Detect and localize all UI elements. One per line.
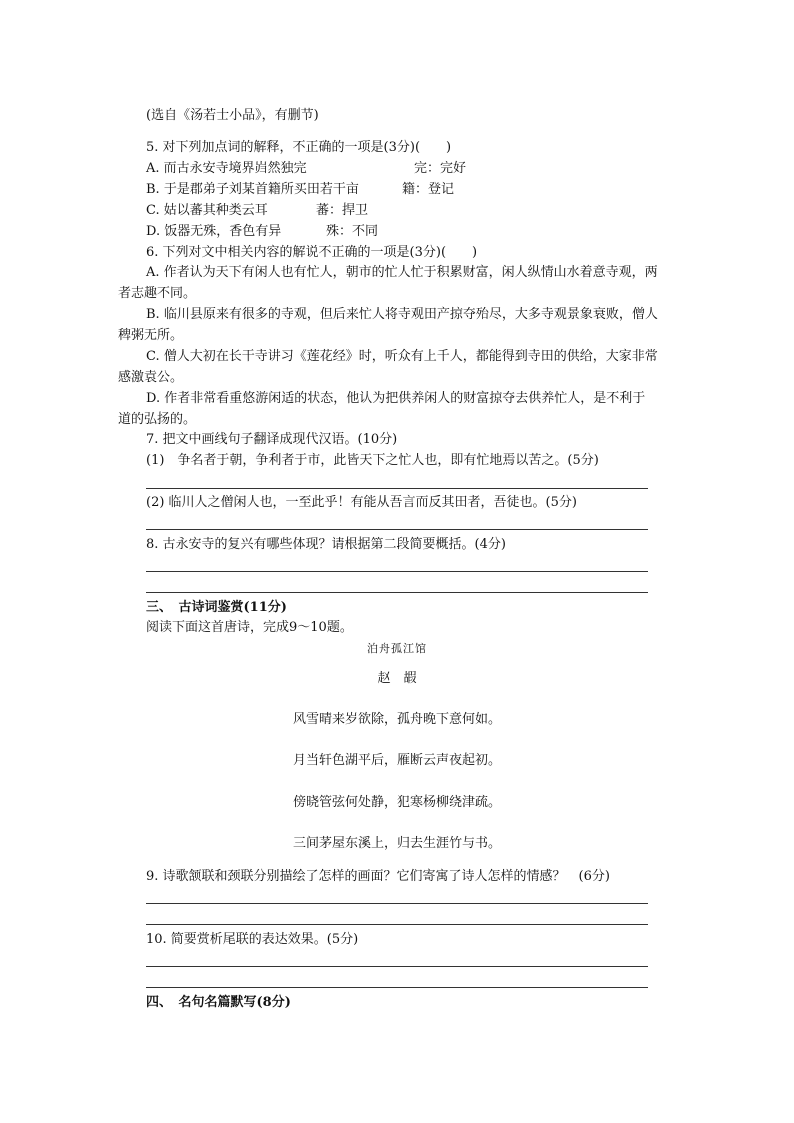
q6-option-a: A. 作者认为天下有闲人也有忙人，朝市的忙人忙于积累财富，闲人纵情山水着意寺观，两者志趣不同。: [118, 265, 658, 301]
q10-stem: 10. 简要赏析尾联的表达效果。(5分): [146, 932, 359, 947]
q7-stem: 7. 把文中画线句子翻译成现代汉语。(10分): [146, 432, 398, 447]
poem-line-3: 傍晓管弦何处静，犯寒杨柳绕津疏。: [292, 795, 501, 810]
answer-line[interactable]: [146, 529, 648, 530]
section3-intro: 阅读下面这首唐诗，完成9～10题。: [146, 620, 353, 635]
q5-option-b: B. 于是郡弟子刘某首籍所买田若干亩: [146, 182, 359, 197]
q9-stem: 9. 诗歌颔联和颈联分别描绘了怎样的画面？它们寄寓了诗人怎样的情感？ (6分): [146, 869, 610, 884]
poem-line-4: 三间茅屋东溪上，归去生涯竹与书。: [292, 836, 501, 851]
answer-line[interactable]: [146, 924, 648, 925]
answer-line[interactable]: [146, 592, 648, 593]
poem-line-2: 月当轩色湖平后，雁断云声夜起初。: [292, 753, 501, 768]
source-note: (选自《汤若士小品》，有删节): [146, 108, 319, 123]
q5-option-c: C. 姑以蕃其种类云耳: [146, 203, 268, 218]
q5-option-a-gloss: 完：完好: [414, 161, 467, 176]
q5-stem: 5. 对下列加点词的解释，不正确的一项是(3分)( ): [146, 140, 452, 155]
poem-title: 泊舟孤江馆: [367, 642, 427, 655]
section4-heading: 四、 名句名篇默写(8分): [146, 995, 291, 1010]
section3-heading: 三、 古诗词鉴赏(11分): [146, 600, 287, 615]
answer-line[interactable]: [146, 571, 648, 572]
poem-line-1: 风雪晴来岁欲除，孤舟晚下意何如。: [292, 712, 501, 727]
q5-option-d: D. 饭器无殊，香色有异: [146, 224, 282, 239]
q8-stem: 8. 古永安寺的复兴有哪些体现？请根据第二段简要概括。(4分): [146, 537, 506, 552]
poem-author: 赵 嘏: [377, 671, 417, 686]
answer-line[interactable]: [146, 987, 648, 988]
answer-line[interactable]: [146, 966, 648, 967]
q5-option-c-gloss: 蕃：捍卫: [316, 203, 369, 218]
q5-option-a: A. 而古永安寺境界岿然独完: [146, 161, 307, 176]
q6-stem: 6. 下列对文中相关内容的解说不正确的一项是(3分)( ): [146, 245, 478, 260]
answer-line[interactable]: [146, 903, 648, 904]
q6-option-b: B. 临川县原来有很多的寺观，但后来忙人将寺观田产掠夺殆尽，大多寺观景象衰败，僧人稗粥无所。: [118, 307, 658, 343]
answer-line[interactable]: [146, 488, 648, 489]
q5-option-b-gloss: 籍：登记: [402, 182, 455, 197]
q5-option-d-gloss: 殊：不同: [326, 224, 379, 239]
q6-option-c: C. 僧人大初在长干寺讲习《莲花经》时，听众有上千人，都能得到寺田的供给，大家非常感激袁公。: [118, 349, 658, 385]
q7-item-1: (1) 争名者于朝，争利者于市，此皆天下之忙人也，即有忙地焉以苦之。(5分): [146, 453, 599, 468]
q6-option-d: D. 作者非常看重悠游闲适的状态，他认为把供养闲人的财富掠夺去供养忙人，是不利于道的弘扬的。: [118, 391, 646, 427]
q7-item-2: (2) 临川人之僧闲人也，一至此乎！有能从吾言而反其田者，吾徒也。(5分): [146, 495, 577, 510]
